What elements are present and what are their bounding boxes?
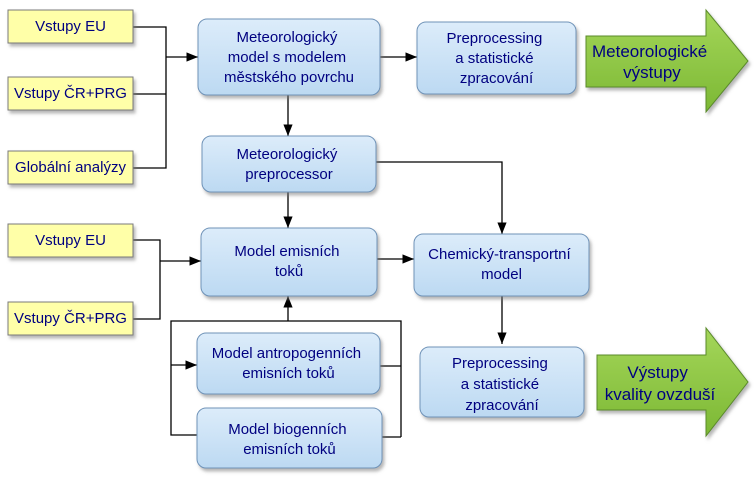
process-biogenic-emission <box>197 408 382 468</box>
process-preprocessing-2 <box>420 347 584 417</box>
process-label-line: model <box>481 266 522 283</box>
output-label-line: Meteorologické <box>591 42 708 61</box>
process-emission-flux <box>201 228 377 296</box>
input-label: Vstupy EU <box>35 18 106 35</box>
input-label: Vstupy ČR+PRG <box>14 85 127 102</box>
input-box-eu-2 <box>8 224 133 257</box>
svg-text:Preprocessing a statis <box>452 355 552 414</box>
process-label-line: emisních toků <box>243 441 336 458</box>
svg-text:Meteorologický model s <box>224 29 354 86</box>
process-label-line: Meteorologický <box>236 146 338 163</box>
process-label-line: a statistické <box>460 376 540 393</box>
connector-eu1-to-bus <box>133 27 166 168</box>
process-label-line: Chemický-transportní <box>428 246 571 263</box>
process-label-line: preprocessor <box>245 166 333 183</box>
process-label-line: zpracování <box>465 397 539 414</box>
output-label-line: výstupy <box>623 63 681 82</box>
output-label-line: kvality ovzduší <box>604 385 716 404</box>
process-meteo-preprocessor <box>202 136 376 192</box>
input-boxes <box>8 10 133 335</box>
input-box-eu-1 <box>8 10 133 43</box>
svg-text:Preprocessing a statis <box>446 30 546 87</box>
process-chemical-transport <box>414 234 589 296</box>
connector-eu2-to-bus <box>133 240 160 319</box>
process-preprocessing-1 <box>417 22 576 94</box>
process-label-line: emisních toků <box>242 365 335 382</box>
process-label-line: Meteorologický <box>236 29 338 46</box>
input-label: Vstupy ČR+PRG <box>14 310 127 327</box>
process-label-line: Preprocessing <box>446 30 543 47</box>
process-boxes <box>197 19 589 468</box>
process-label-line: zpracování <box>459 70 534 87</box>
output-label-line: Výstupy <box>627 363 688 382</box>
process-label-line: městského povrchu <box>223 69 355 86</box>
output-arrow-air-quality <box>597 328 748 436</box>
input-label: Vstupy EU <box>35 232 106 249</box>
output-arrows <box>586 10 748 436</box>
input-box-global <box>8 151 133 184</box>
arrow-meteo-preproc-to-chem <box>376 162 502 234</box>
input-label: Globální analýzy <box>15 159 126 176</box>
output-arrow-meteo <box>586 10 748 112</box>
process-label-line: Preprocessing <box>451 355 548 372</box>
process-label-line: Model biogenních <box>228 421 347 438</box>
input-box-cr-prg-2 <box>8 302 133 335</box>
input-box-cr-prg-1 <box>8 77 133 110</box>
process-meteo-model <box>198 19 380 95</box>
process-label-line: Model emisních <box>234 243 340 260</box>
process-label-line: model s modelem <box>227 49 347 66</box>
process-anthropogenic-emission <box>197 333 380 394</box>
process-label-line: a statistické <box>455 50 534 67</box>
process-label-line: toků <box>274 263 304 280</box>
process-label-line: Model antropogenních <box>211 345 362 362</box>
